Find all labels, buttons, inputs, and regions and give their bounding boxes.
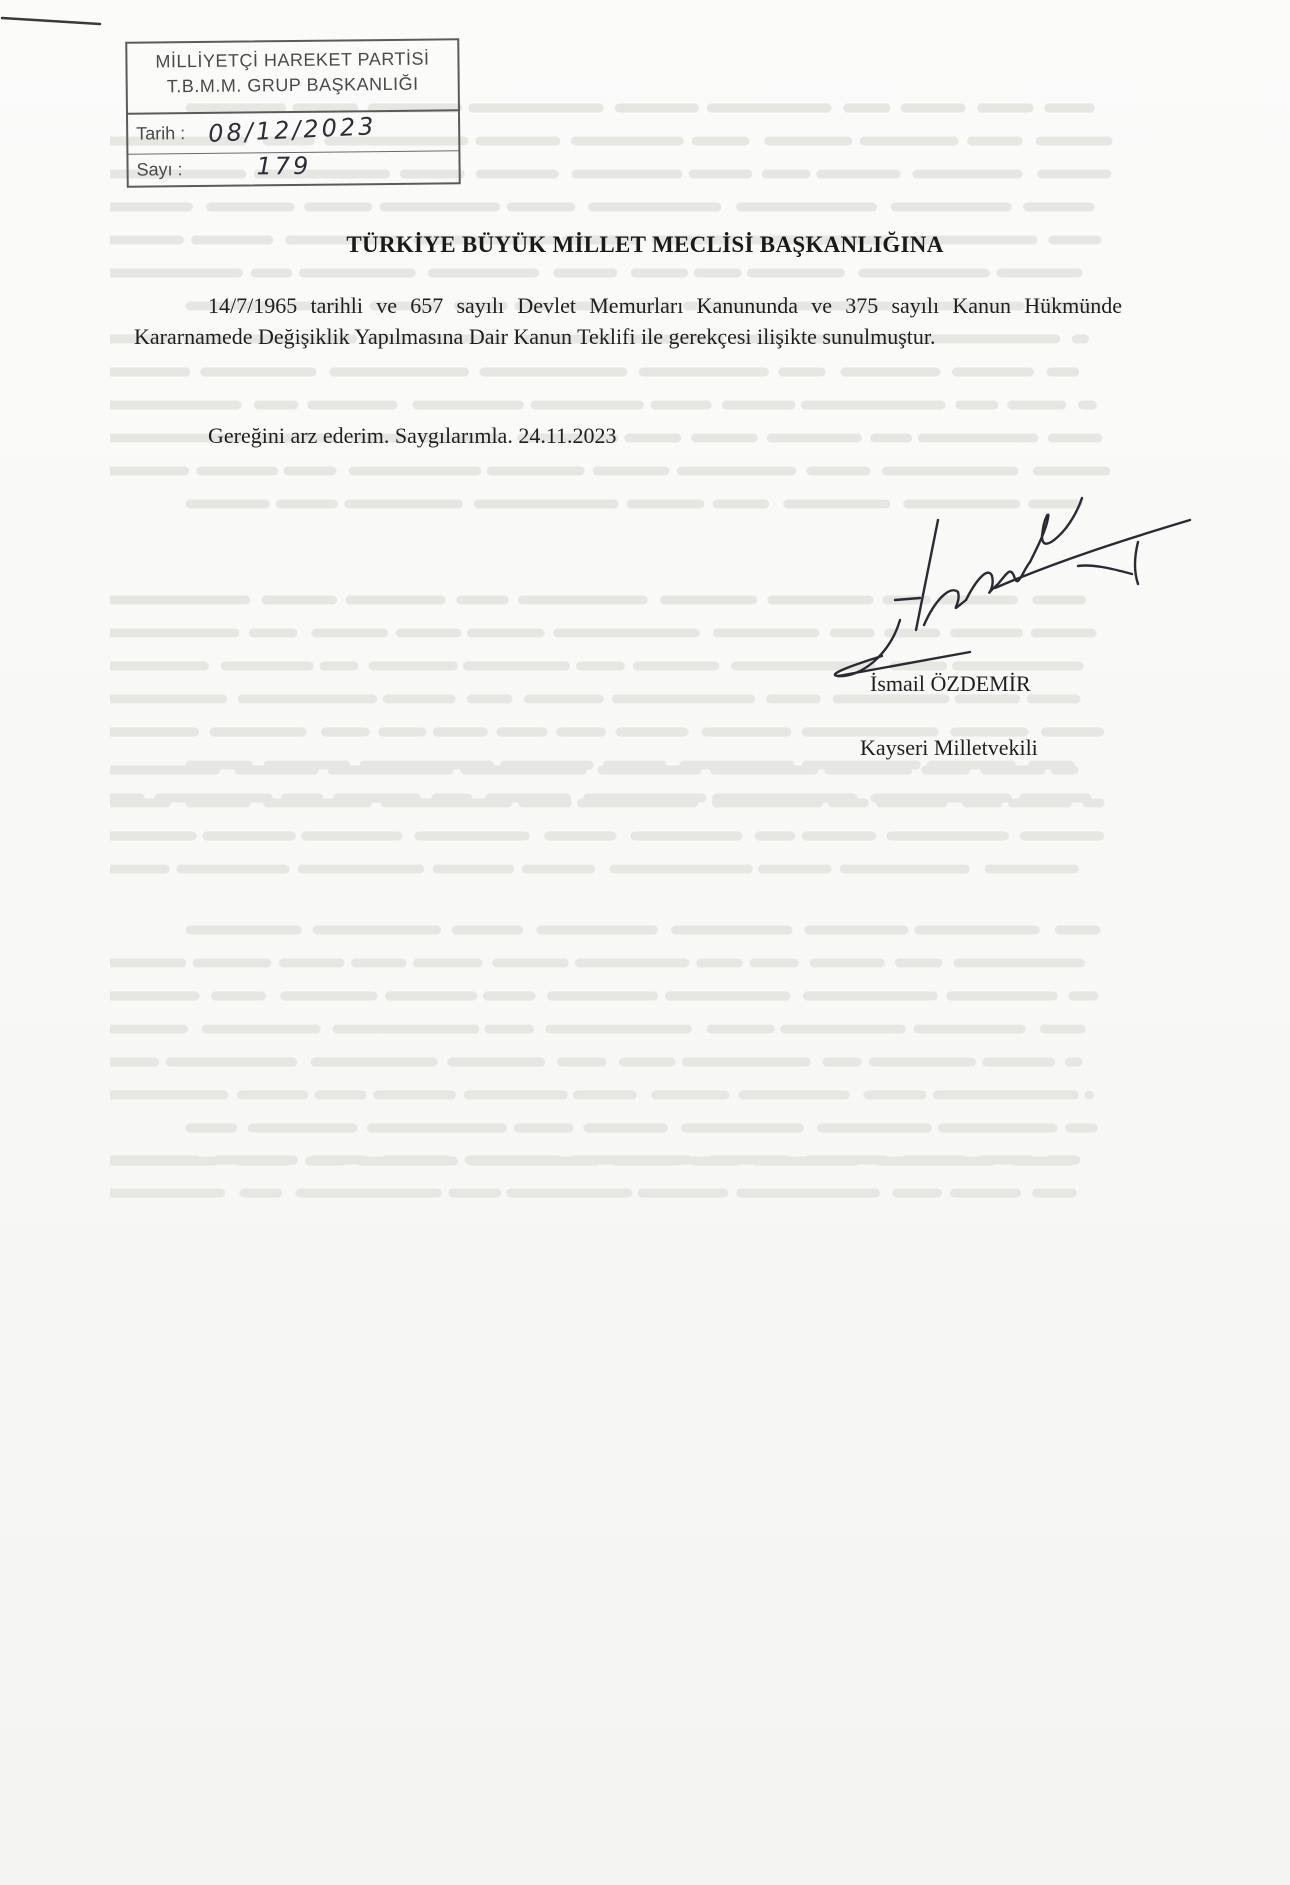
letter-title: TÜRKİYE BÜYÜK MİLLET MECLİSİ BAŞKANLIĞINA	[346, 232, 944, 257]
stamp-date-label: Tarih :	[136, 123, 186, 144]
pen-mark	[0, 0, 140, 40]
stamp-date-value: 08/12/2023	[207, 112, 378, 148]
letter-body: 14/7/1965 tarihli ve 657 sayılı Devlet Memurları Kanununda ve 375 sayılı Kanun Hükmünde Kararnamede Değişiklik Yapılmasına Dair Kanun Teklifi ile gerekçesi ilişikte sunulmuştur.	[134, 293, 1122, 349]
stamp-party-name: MİLLİYETÇİ HAREKET PARTİSİ	[155, 48, 430, 72]
stamp-number-label: Sayı :	[136, 159, 183, 180]
stamp-divider	[128, 109, 458, 114]
stamp-group-name: T.B.M.M. GRUP BAŞKANLIĞI	[166, 73, 419, 97]
letter-closing: Gereğini arz ederim. Saygılarımla. 24.11.2023	[208, 423, 617, 448]
registry-stamp	[125, 38, 461, 187]
handwritten-signature	[820, 480, 1210, 690]
signer-title: Kayseri Milletvekili	[860, 735, 1038, 760]
stamp-number-value: 179	[256, 151, 312, 181]
signer-name: İsmail ÖZDEMİR	[870, 671, 1031, 696]
